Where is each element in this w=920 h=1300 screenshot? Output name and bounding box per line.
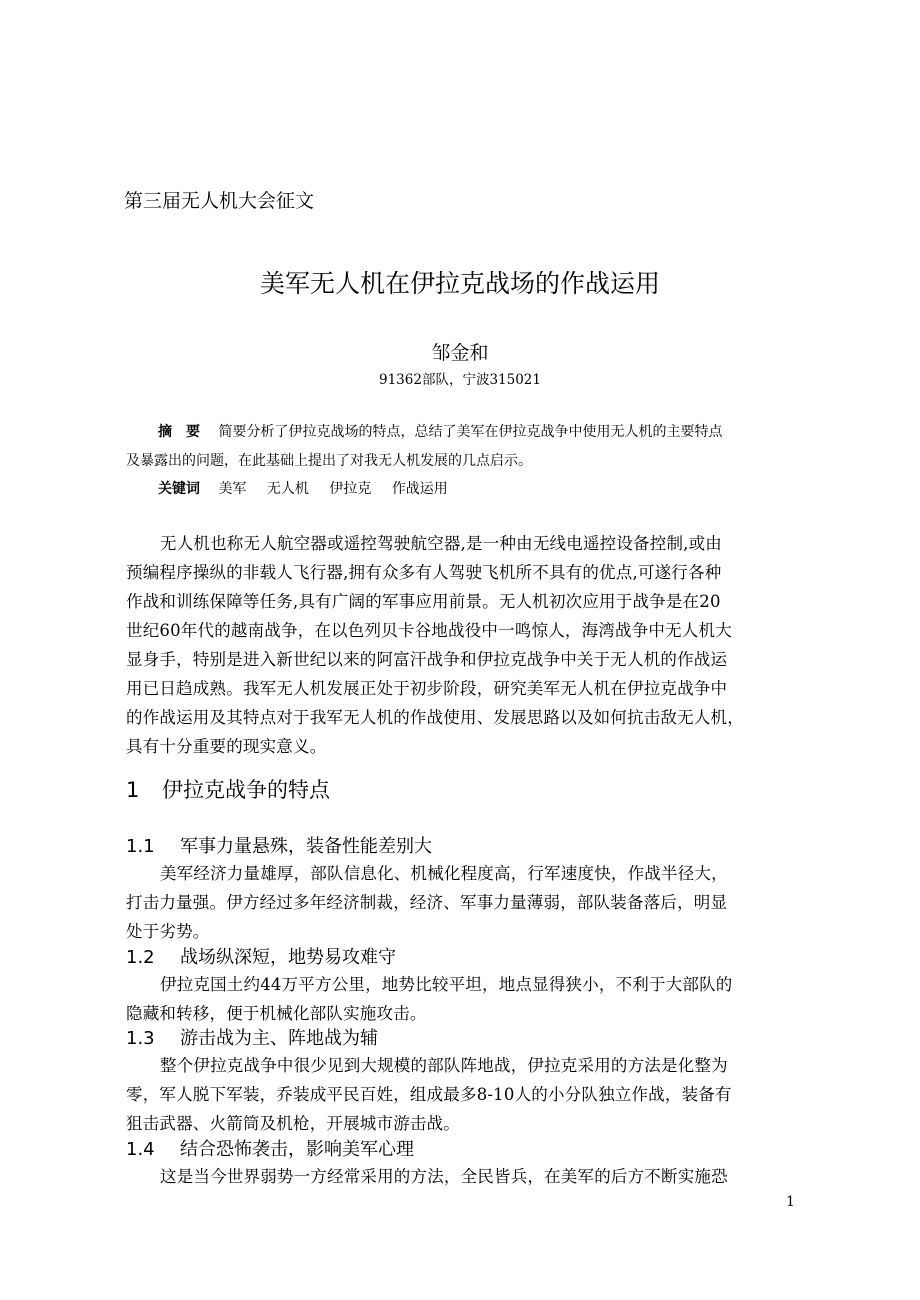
section-title: 伊拉克战争的特点 — [162, 778, 330, 802]
paragraph-line: 处于劣势。 — [126, 922, 210, 941]
author-name: 邹金和 — [431, 342, 489, 364]
subsection-number: 1.4 — [126, 1139, 155, 1160]
abstract-text-1: 简要分析了伊拉克战场的特点，总结了美军在伊拉克战争中使用无人机的主要特点 — [218, 424, 723, 440]
keywords-line — [158, 478, 448, 498]
subsection-heading-1-3 — [126, 1024, 378, 1050]
section-number: 1 — [126, 778, 140, 802]
keyword: 作战运用 — [391, 481, 448, 497]
subsection-heading-1-2 — [126, 943, 396, 969]
intro-line: 用已日趋成熟。我军无人机发展正处于初步阶段，研究美军无人机在伊拉克战争中 — [126, 679, 728, 698]
subsection-title: 战场纵深短，地势易攻难守 — [180, 947, 396, 968]
subsection-number: 1.1 — [126, 836, 155, 857]
intro-line: 具有十分重要的现实意义。 — [126, 737, 327, 756]
subsection-title: 结合恐怖袭击，影响美军心理 — [180, 1139, 414, 1160]
section-heading-1 — [126, 774, 330, 804]
paragraph-line: 打击力量强。伊方经过多年经济制裁，经济、军事力量薄弱，部队装备落后，明显 — [126, 893, 728, 912]
paragraph-line: 狙击武器、火箭筒及机枪，开展城市游击战。 — [126, 1114, 460, 1133]
intro-line: 的作战运用及其特点对于我军无人机的作战使用、发展思路以及如何抗击敌无人机， — [126, 708, 744, 727]
intro-line: 显身手，特别是进入新世纪以来的阿富汗战争和伊拉克战争中关于无人机的作战运 — [126, 650, 728, 669]
keywords-label: 关键词 — [158, 481, 200, 497]
intro-line: 预编程序操纵的非载人飞行器,拥有众多有人驾驶飞机所不具有的优点,可遂行各种 — [126, 563, 722, 582]
abstract-label: 摘 要 — [158, 424, 200, 440]
conference-header: 第三届无人机大会征文 — [124, 190, 315, 212]
intro-line: 无人机也称无人航空器或遥控驾驶航空器,是一种由无线电遥控设备控制,或由 — [160, 534, 722, 553]
author-affiliation: 91362部队，宁波315021 — [379, 372, 541, 388]
subsection-number: 1.3 — [126, 1028, 155, 1049]
paragraph-line: 隐藏和转移，便于机械化部队实施攻击。 — [126, 1004, 427, 1023]
subsection-heading-1-4 — [126, 1135, 414, 1161]
intro-line: 世纪60年代的越南战争，在以色列贝卡谷地战役中一鸣惊人，海湾战争中无人机大 — [126, 621, 732, 640]
subsection-heading-1-1 — [126, 832, 432, 858]
abstract-line-1 — [158, 421, 722, 441]
paragraph-line: 整个伊拉克战争中很少见到大规模的部队阵地战，伊拉克采用的方法是化整为 — [160, 1056, 728, 1075]
paragraph-line: 美军经济力量雄厚，部队信息化、机械化程度高，行军速度快，作战半径大， — [160, 864, 728, 883]
subsection-title: 军事力量悬殊，装备性能差别大 — [180, 836, 432, 857]
intro-line: 作战和训练保障等任务,具有广阔的军事应用前景。无人机初次应用于战争是在20 — [126, 592, 721, 611]
page-number: 1 — [786, 1194, 795, 1210]
paragraph-line: 零，军人脱下军装，乔装成平民百姓，组成最多8-10人的小分队独立作战，装备有 — [126, 1085, 732, 1104]
paragraph-line: 这是当今世界弱势一方经常采用的方法，全民皆兵，在美军的后方不断实施恐 — [160, 1167, 728, 1186]
paragraph-line: 伊拉克国土约44万平方公里，地势比较平坦，地点显得狭小，不利于大部队的 — [160, 975, 733, 994]
keyword: 无人机 — [266, 481, 309, 497]
subsection-title: 游击战为主、阵地战为辅 — [180, 1028, 378, 1049]
paper-title: 美军无人机在伊拉克战场的作战运用 — [259, 269, 660, 298]
abstract-text-2: 及暴露出的问题，在此基础上提出了对我无人机发展的几点启示。 — [126, 453, 532, 469]
keyword: 美军 — [218, 481, 247, 497]
subsection-number: 1.2 — [126, 947, 155, 968]
keyword: 伊拉克 — [329, 481, 372, 497]
